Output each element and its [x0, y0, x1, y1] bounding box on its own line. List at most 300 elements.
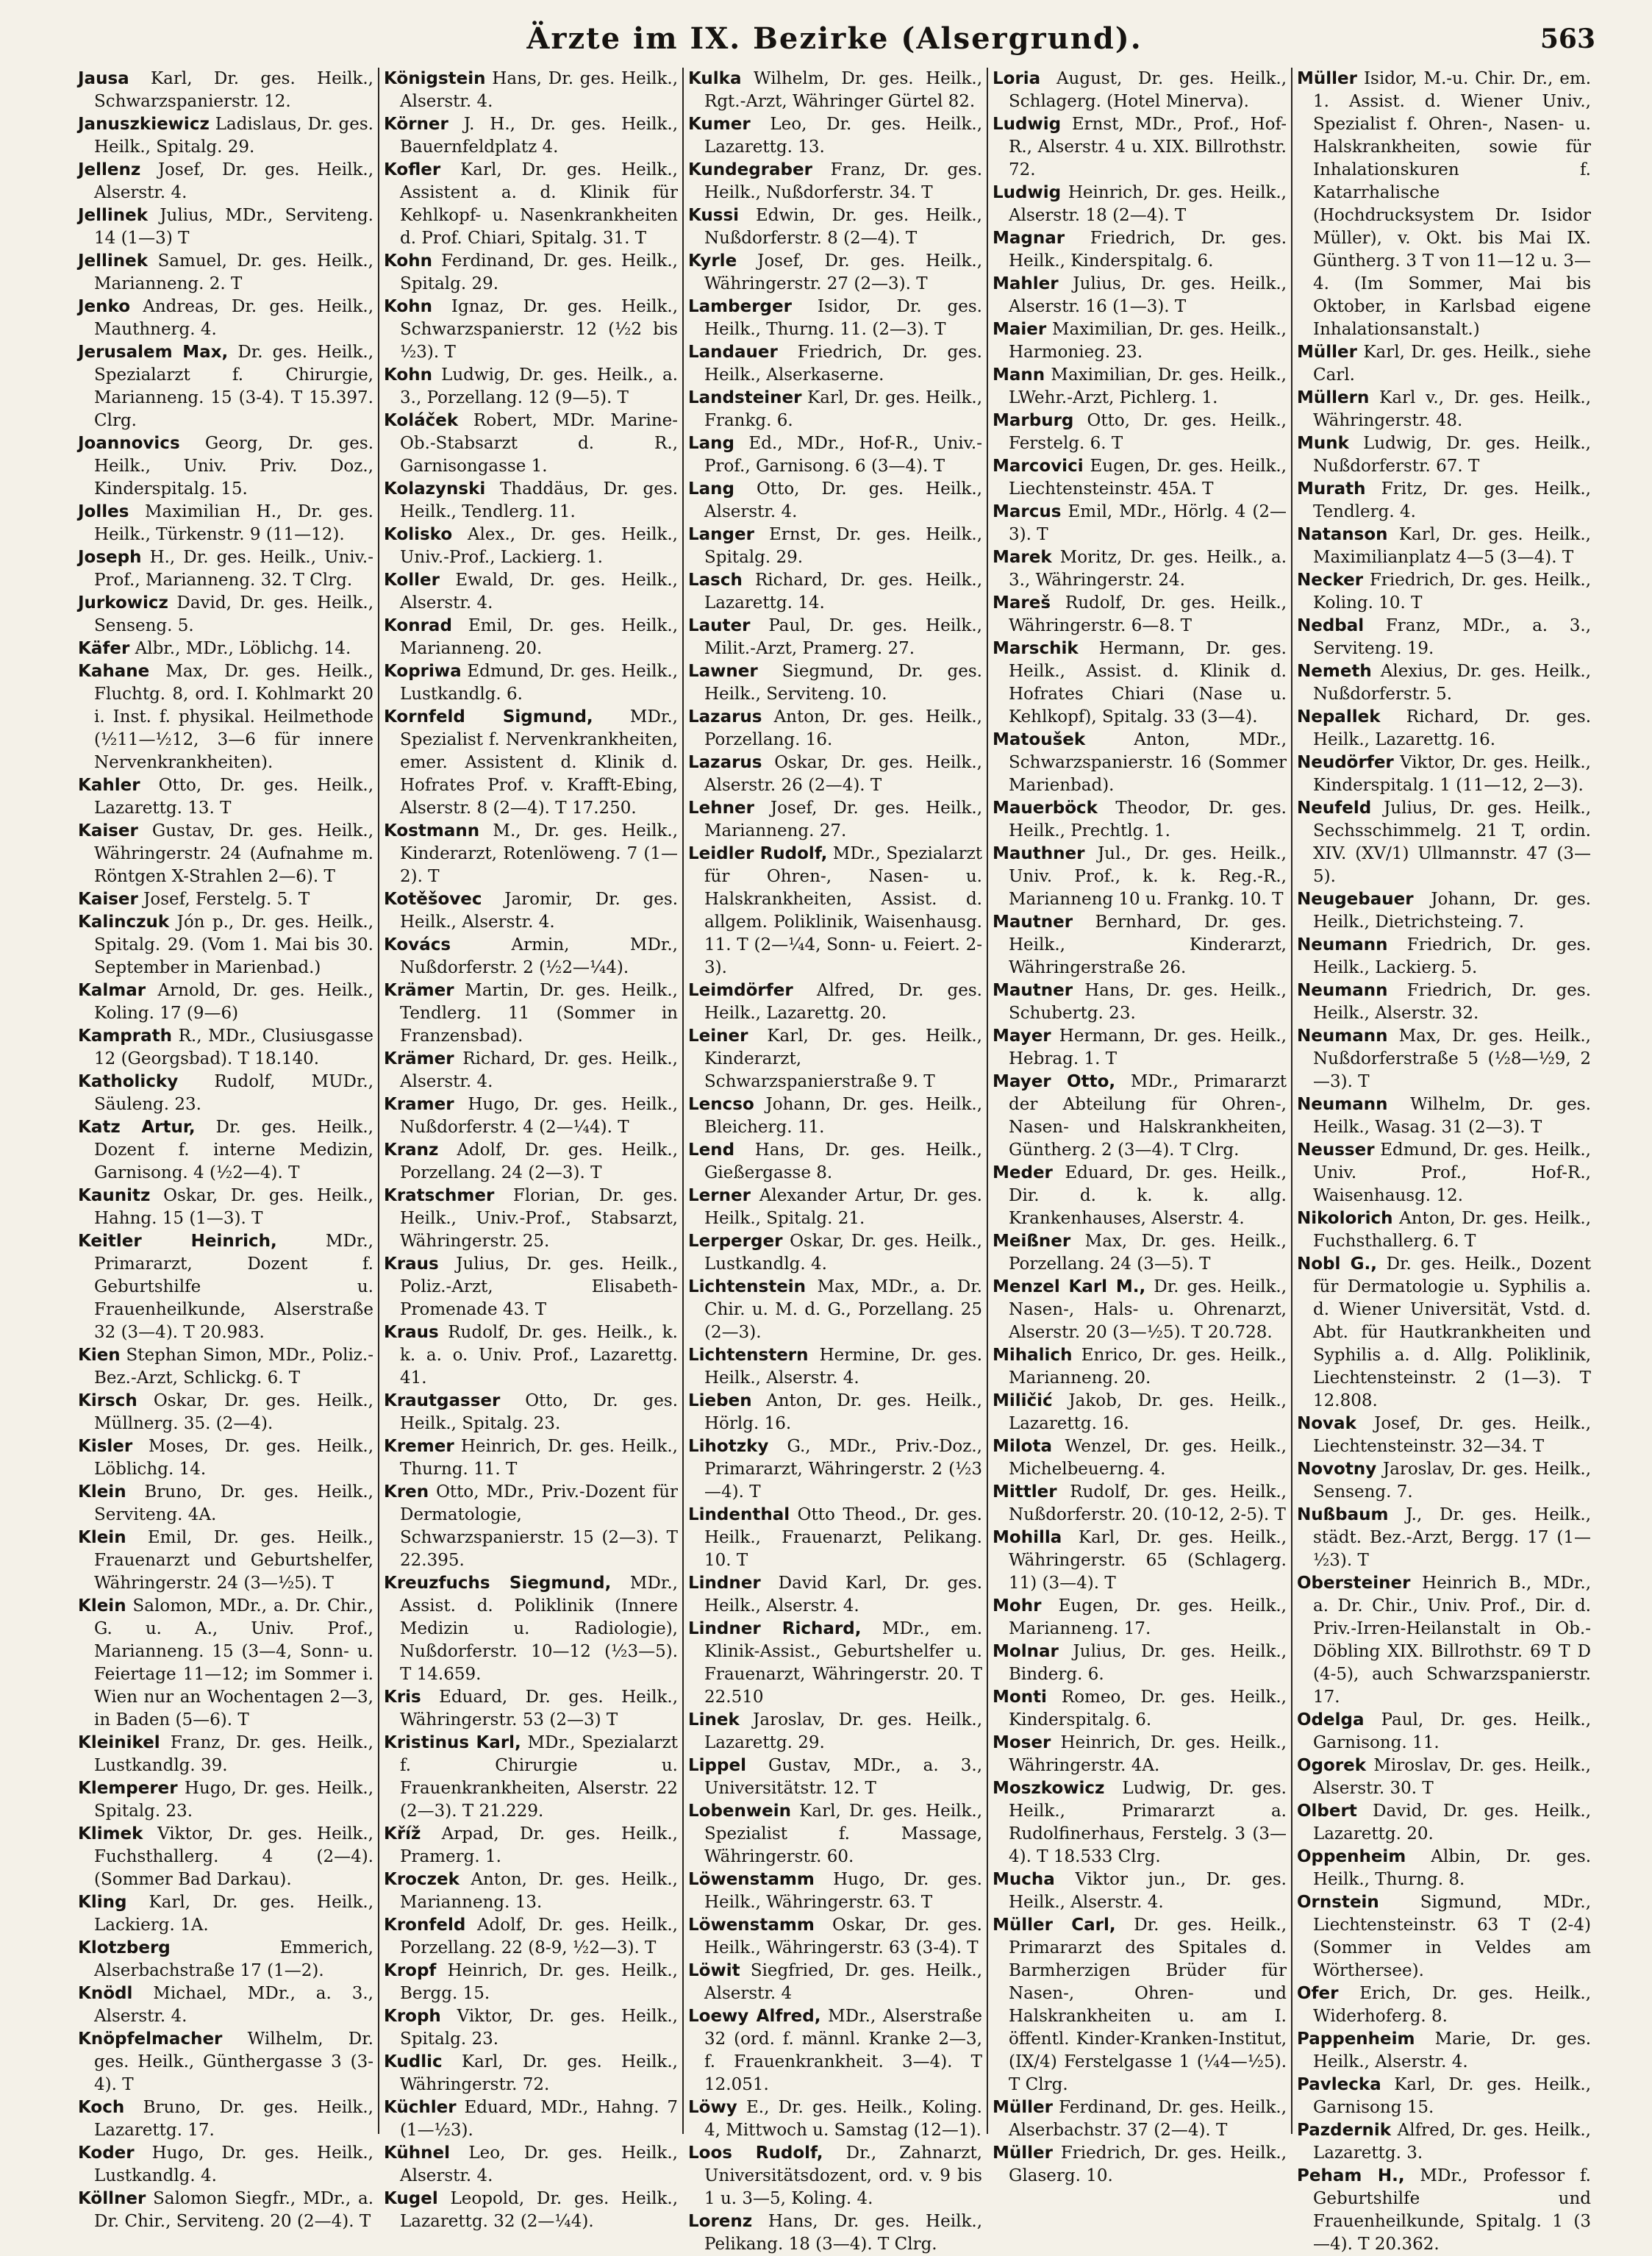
- entry-surname: Kaiser: [78, 890, 138, 909]
- page-header: [74, 19, 1595, 59]
- directory-entry: [78, 1344, 373, 1390]
- entry-details: David, Dr. ges. Heilk., Senseng. 5.: [94, 593, 374, 635]
- entry-details: Johann, Dr. ges. Heilk., Bleicherg. 11.: [704, 1095, 983, 1137]
- entry-details: Dr. ges. Heilk., Dozent f. interne Medizin, Garnisong. 4 (½2—4). T: [94, 1118, 373, 1182]
- entry-details: Ernst, Dr. ges. Heilk., Spitalg. 29.: [704, 525, 983, 567]
- entry-details: Dr. ges. Heilk., Nasen-, Hals- u. Ohrenarzt, Alserstr. 20 (3—½5). T 20.728.: [1009, 1277, 1287, 1342]
- directory-entry: [384, 1048, 678, 1093]
- entry-details: Eduard, Dr. ges. Heilk., Währingerstr. 53 (2—3) T: [400, 1688, 679, 1730]
- entry-surname: Jolles: [78, 502, 129, 521]
- entry-details: H., Dr. ges. Heilk., Univ.-Prof., Marianneng. 32. T Clrg.: [94, 548, 373, 590]
- entry-surname: Leiner: [688, 1027, 748, 1046]
- entry-surname: Käfer: [78, 639, 130, 658]
- entry-surname: Klotzberg: [78, 1938, 171, 1957]
- directory-entry: [1297, 1982, 1591, 2028]
- directory-entry: [993, 2096, 1287, 2142]
- directory-entry: [78, 113, 373, 159]
- entry-surname: Kahler: [78, 776, 140, 795]
- entry-details: Siegmund, Dr. ges. Heilk., Serviteng. 10.: [704, 662, 982, 704]
- directory-entry: [993, 1914, 1287, 2096]
- entry-surname: Koch: [78, 2098, 125, 2117]
- directory-entry: [1297, 68, 1591, 341]
- entry-details: Jaroslav, Dr. ges. Heilk., Senseng. 7.: [1313, 1460, 1592, 1502]
- directory-entry: [993, 1162, 1287, 1230]
- entry-surname: Kundegraber: [688, 160, 812, 179]
- entry-details: Karl, Dr. ges. Heilk., Währingerstr. 72.: [400, 2052, 678, 2094]
- entry-details: Fritz, Dr. ges. Heilk., Tendlerg. 4.: [1313, 479, 1591, 521]
- entry-surname: Kirsch: [78, 1391, 137, 1410]
- entry-surname: Natanson: [1297, 525, 1388, 544]
- directory-entry: [1297, 1800, 1591, 1846]
- entry-surname: Lazarus: [688, 753, 762, 772]
- entry-surname: Lindenthal: [688, 1505, 790, 1524]
- entry-surname: Kolisko: [384, 525, 453, 544]
- entry-surname: Marek: [993, 548, 1052, 567]
- directory-entry: [384, 706, 678, 820]
- directory-entry: [384, 159, 678, 250]
- entry-details: Josef, Dr. ges. Heilk., Liechtensteinstr. 32—34. T: [1313, 1414, 1591, 1456]
- entry-details: Siegfried, Dr. ges. Heilk., Alserstr. 4: [704, 1961, 983, 2003]
- entry-surname: Necker: [1297, 571, 1364, 590]
- entry-details: Maximilian, Dr. ges. Heilk., LWehr.-Arzt, Pichlerg. 1.: [1009, 365, 1287, 407]
- entry-surname: Jausa: [78, 69, 129, 88]
- entry-details: Rudolf, Dr. ges. Heilk., Währingerstr. 6—8. T: [1009, 593, 1287, 635]
- entry-details: Paul, Dr. ges. Heilk., Milit.-Arzt, Pramerg. 27.: [704, 616, 982, 658]
- directory-entry: [993, 227, 1287, 273]
- entry-details: Leo, Dr. ges. Heilk., Alserstr. 4.: [400, 2143, 678, 2185]
- entry-surname: Lerner: [688, 1186, 751, 1205]
- entry-surname: Kratschmer: [384, 1186, 495, 1205]
- entry-details: Oskar, Dr. ges. Heilk., Währingerstr. 63 (3-4). T: [704, 1916, 982, 1957]
- entry-details: Moses, Dr. ges. Heilk., Löblichg. 14.: [94, 1437, 374, 1479]
- entry-surname: Mahler: [993, 274, 1059, 293]
- entry-surname: Klein: [78, 1482, 126, 1502]
- entry-surname: Kudlic: [384, 2052, 443, 2071]
- directory-entry: [993, 797, 1287, 843]
- entry-surname: Mauerböck: [993, 799, 1098, 818]
- entry-details: Julius, Dr. ges. Heilk., Alserstr. 16 (1—3). T: [1009, 274, 1287, 316]
- entry-surname: Molnar: [993, 1642, 1059, 1661]
- entry-surname: Nepallek: [1297, 707, 1381, 727]
- entry-surname: Januszkiewicz: [78, 115, 210, 134]
- entry-surname: Oppenheim: [1297, 1847, 1406, 1866]
- entry-details: Romeo, Dr. ges. Heilk., Kinderspitalg. 6.: [1009, 1688, 1287, 1730]
- entry-surname: Lazarus: [688, 707, 762, 727]
- entry-surname: Meißner: [993, 1232, 1071, 1251]
- directory-entry: [993, 2142, 1287, 2188]
- entry-surname: Koder: [78, 2143, 135, 2163]
- entry-surname: Müller: [993, 2143, 1053, 2163]
- entry-details: Josef, Dr. ges. Heilk., Währingerstr. 27 (2—3). T: [704, 251, 982, 293]
- entry-surname: Neudörfer: [1297, 753, 1394, 772]
- entry-details: Wilhelm, Dr. ges. Heilk., Wasag. 31 (2—3). T: [1313, 1095, 1591, 1137]
- entry-surname: Marcus: [993, 502, 1062, 521]
- directory-entry: [384, 934, 678, 979]
- directory-entry: [78, 888, 373, 911]
- entry-surname: Kraus: [384, 1254, 439, 1274]
- entry-surname: Lang: [688, 434, 735, 453]
- entry-details: Anton, Dr. ges. Heilk., Porzellang. 16.: [704, 707, 982, 749]
- entry-surname: Kalinczuk: [78, 913, 170, 932]
- entry-surname: Neufeld: [1297, 799, 1372, 818]
- entry-details: Wilhelm, Dr. ges. Heilk., Rgt.-Arzt, Währinger Gürtel 82.: [704, 69, 983, 111]
- directory-entry: [688, 2005, 982, 2096]
- directory-entry: [1297, 432, 1591, 478]
- directory-entry: [688, 706, 982, 752]
- directory-entry: [384, 2005, 678, 2051]
- entry-details: Enrico, Dr. ges. Heilk., Marianneng. 20.: [1009, 1346, 1287, 1388]
- directory-entry: [384, 1093, 678, 1139]
- directory-entry: [384, 1185, 678, 1253]
- entry-details: R., MDr., Clusiusgasse 12 (Georgsbad). T 18.140.: [94, 1027, 373, 1068]
- directory-entry: [1297, 2165, 1591, 2256]
- directory-entry: [78, 1937, 373, 1982]
- entry-details: Ewald, Dr. ges. Heilk., Alserstr. 4.: [400, 571, 678, 613]
- directory-entry: [688, 1185, 982, 1230]
- entry-surname: Nedbal: [1297, 616, 1365, 635]
- entry-details: Hans, Dr. ges. Heilk., Pelikang. 18 (3—4). T Clrg.: [704, 2212, 982, 2254]
- entry-details: Albr., MDr., Löblichg. 14.: [135, 639, 351, 658]
- directory-entry: [1297, 1025, 1591, 1093]
- entry-surname: Novotny: [1297, 1460, 1377, 1479]
- directory-entry: [993, 1481, 1287, 1527]
- directory-entry: [688, 843, 982, 979]
- directory-entry: [78, 296, 373, 341]
- entry-details: Jul., Dr. ges. Heilk., Univ. Prof., k. k. Reg.-R., Marianneng 10 u. Frankg. 10. T: [1009, 844, 1287, 909]
- entry-details: Ferdinand, Dr. ges. Heilk., Alserbachstr. 37 (2—4). T: [1009, 2098, 1287, 2140]
- entry-details: J., Dr. ges. Heilk., städt. Bez.-Arzt, Bergg. 17 (1—½3). T: [1313, 1505, 1591, 1570]
- directory-entry: [384, 979, 678, 1048]
- entry-surname: Kyrle: [688, 251, 737, 271]
- entry-surname: Leidler Rudolf,: [688, 844, 828, 863]
- entry-surname: Kristinus Karl,: [384, 1733, 521, 1752]
- directory-entry: [78, 68, 373, 113]
- directory-entry: [384, 1572, 678, 1686]
- entry-surname: Königstein: [384, 69, 486, 88]
- directory-entry: [688, 569, 982, 615]
- directory-entry: [688, 113, 982, 159]
- entry-details: Viktor, Dr. ges. Heilk., Kinderspitalg. 1 (11—12, 2—3).: [1313, 753, 1591, 795]
- entry-details: Anton, Dr. ges. Heilk., Marianneng. 13.: [400, 1870, 678, 1912]
- entry-surname: Müller: [1297, 343, 1357, 362]
- entry-details: Richard, Dr. ges. Heilk., Lazarettg. 14.: [704, 571, 983, 613]
- entry-surname: Lawner: [688, 662, 758, 681]
- entry-surname: Langer: [688, 525, 754, 544]
- directory-entry: [688, 1435, 982, 1504]
- entry-surname: Kumer: [688, 115, 751, 134]
- entry-details: Otto, Dr. ges. Heilk., Alserstr. 4.: [704, 479, 982, 521]
- entry-surname: Mautner: [993, 913, 1073, 932]
- directory-entry: [1297, 797, 1591, 888]
- directory-entry: [78, 638, 373, 660]
- directory-entry: [78, 501, 373, 546]
- entry-surname: Lieben: [688, 1391, 752, 1410]
- directory-entry: [993, 1595, 1287, 1641]
- directory-entry: [384, 1139, 678, 1185]
- entry-surname: Joannovics: [78, 434, 180, 453]
- directory-entry: [78, 2028, 373, 2096]
- entry-surname: Kaunitz: [78, 1186, 151, 1205]
- entry-surname: Müller: [1297, 69, 1357, 88]
- entry-surname: Nußbaum: [1297, 1505, 1389, 1524]
- column-4: [987, 68, 1291, 2185]
- entry-details: Paul, Dr. ges. Heilk., Garnisong. 11.: [1313, 1710, 1591, 1752]
- entry-surname: Lehner: [688, 799, 754, 818]
- entry-details: Bruno, Dr. ges. Heilk., Serviteng. 4A.: [94, 1482, 373, 1524]
- directory-entry: [688, 341, 982, 387]
- entry-surname: Kühnel: [384, 2143, 451, 2163]
- entry-surname: Kleinikel: [78, 1733, 160, 1752]
- directory-entry: [384, 1435, 678, 1481]
- entry-surname: Knöpfelmacher: [78, 2030, 223, 2049]
- directory-entry: [688, 979, 982, 1025]
- entry-details: Adolf, Dr. ges. Heilk., Porzellang. 24 (2—3). T: [400, 1141, 678, 1182]
- entry-details: Karl v., Dr. ges. Heilk., Währingerstr. 48.: [1313, 388, 1591, 430]
- entry-details: Oskar, Dr. ges. Heilk., Hahng. 15 (1—3). T: [94, 1186, 373, 1228]
- directory-entry: [688, 1868, 982, 1914]
- entry-details: Georg, Dr. ges. Heilk., Univ. Priv. Doz., Kinderspitalg. 15.: [94, 434, 373, 499]
- entry-surname: Krämer: [384, 981, 454, 1000]
- entry-details: Emil, Dr. ges. Heilk., Frauenarzt und Geburtshelfer, Währingerstr. 24 (3—½5). T: [94, 1528, 373, 1593]
- entry-surname: Marcovici: [993, 457, 1084, 476]
- entry-surname: Mareš: [993, 593, 1051, 613]
- directory-entry: [688, 387, 982, 432]
- entry-surname: Jellinek: [78, 251, 149, 271]
- directory-entry: [993, 501, 1287, 546]
- entry-surname: Kris: [384, 1688, 421, 1707]
- entry-surname: Landauer: [688, 343, 778, 362]
- directory-entry: [78, 1777, 373, 1823]
- entry-details: Sigmund, MDr., Liechtensteinstr. 63 T (2-4) (Sommer in Veldes am Wörthersee).: [1313, 1893, 1592, 1980]
- entry-details: MDr., Spezialist f. Nervenkrankheiten, emer. Assistent d. Klinik d. Hofrates Prof. v. Krafft-Ebing, Alserstr. 8 (2—4). T 17.250.: [400, 707, 678, 818]
- entry-surname: Ludwig: [993, 115, 1062, 134]
- directory-entry: [688, 797, 982, 843]
- entry-details: Edmund, Dr. ges. Heilk., Univ. Prof., Hof-R., Waisenhausg. 12.: [1313, 1141, 1591, 1205]
- entry-surname: Kroph: [384, 2007, 441, 2026]
- directory-entry: [1297, 1458, 1591, 1504]
- entry-details: Karl, Dr. ges. Heilk., Frankg. 6.: [704, 388, 982, 430]
- directory-entry: [1297, 934, 1591, 979]
- entry-details: Hermann, Dr. ges. Heilk., Hebrag. 1. T: [1009, 1027, 1287, 1068]
- directory-entry: [993, 410, 1287, 455]
- entry-surname: Jurkowicz: [78, 593, 168, 613]
- entry-surname: Jellenz: [78, 160, 141, 179]
- directory-entry: [993, 273, 1287, 318]
- entry-details: Alfred, Dr. ges. Heilk., Lazarettg. 3.: [1313, 2121, 1591, 2163]
- directory-entry: [688, 2096, 982, 2142]
- entry-details: Thaddäus, Dr. ges. Heilk., Tendlerg. 11.: [400, 479, 679, 521]
- entry-surname: Keitler Heinrich,: [78, 1232, 277, 1251]
- entry-details: Ladislaus, Dr. ges. Heilk., Spitalg. 29.: [94, 115, 373, 157]
- directory-entry: [78, 660, 373, 774]
- entry-details: David Karl, Dr. ges. Heilk., Alserstr. 4.: [704, 1574, 983, 1616]
- entry-surname: Jenko: [78, 297, 131, 316]
- entry-surname: Leimdörfer: [688, 981, 793, 1000]
- directory-entry: [688, 752, 982, 797]
- entry-details: Friedrich, Dr. ges. Heilk., Glaserg. 10.: [1009, 2143, 1287, 2185]
- entry-details: MDr., Spezialarzt f. Chirurgie u. Frauenkrankheiten, Alserstr. 22 (2—3). T 21.229.: [400, 1733, 678, 1821]
- entry-surname: Kugel: [384, 2189, 438, 2208]
- entry-details: Ludwig, Dr. ges. Heilk., Primararzt a. Rudolfinerhaus, Ferstelg. 3 (3—4). T 18.533 Clrg.: [1009, 1779, 1287, 1866]
- entry-surname: Matoušek: [993, 730, 1086, 749]
- entry-details: Emil, Dr. ges. Heilk., Marianneng. 20.: [400, 616, 678, 658]
- entry-surname: Mohr: [993, 1596, 1042, 1616]
- directory-entry: [1297, 1755, 1591, 1800]
- entry-surname: Pazdernik: [1297, 2121, 1392, 2140]
- directory-entry: [78, 159, 373, 204]
- directory-entry: [993, 1025, 1287, 1071]
- entry-surname: Novak: [1297, 1414, 1356, 1433]
- entry-surname: Lang: [688, 479, 735, 499]
- directory-entry: [78, 979, 373, 1025]
- entry-details: Hermann, Dr. ges. Heilk., Assist. d. Klinik d. Hofrates Chiari (Nase u. Kehlkopf), Spitalg. 33 (3—4).: [1009, 639, 1287, 727]
- directory-entry: [688, 68, 982, 113]
- directory-entry: [1297, 341, 1591, 387]
- entry-surname: Marburg: [993, 411, 1074, 430]
- directory-entry: [993, 1230, 1287, 1276]
- entry-details: Anton, MDr., Schwarzspanierstr. 16 (Sommer Marienbad).: [1009, 730, 1287, 795]
- entry-surname: Löwenstamm: [688, 1870, 815, 1889]
- directory-entry: [384, 1823, 678, 1868]
- entry-surname: Kreuzfuchs Siegmund,: [384, 1574, 612, 1593]
- entry-surname: Jerusalem Max,: [78, 343, 229, 362]
- directory-entry: [78, 1982, 373, 2028]
- entry-surname: Kahane: [78, 662, 150, 681]
- entry-surname: Knödl: [78, 1984, 133, 2003]
- entry-surname: Krämer: [384, 1049, 454, 1068]
- directory-entry: [688, 1960, 982, 2005]
- directory-entry: [993, 318, 1287, 364]
- page-number: 563: [1540, 24, 1595, 54]
- entry-details: Marie, Dr. ges. Heilk., Alserstr. 4.: [1313, 2030, 1592, 2071]
- entry-details: Karl, Dr. ges. Heilk., Garnisong 15.: [1313, 2075, 1591, 2117]
- entry-details: Karl, Dr. ges. Heilk., siehe Carl.: [1313, 343, 1592, 385]
- entry-surname: Krautgasser: [384, 1391, 501, 1410]
- entry-details: Albin, Dr. ges. Heilk., Thurng. 8.: [1313, 1847, 1592, 1889]
- entry-surname: Loos Rudolf,: [688, 2143, 823, 2163]
- entry-surname: Klimek: [78, 1824, 143, 1843]
- directory-entry: [78, 774, 373, 820]
- entry-surname: Loria: [993, 69, 1041, 88]
- entry-details: Salomon Siegfr., MDr., a. Dr. Chir., Serviteng. 20 (2—4). T: [94, 2189, 374, 2231]
- entry-details: Viktor jun., Dr. ges. Heilk., Alserstr. 4.: [1009, 1870, 1287, 1912]
- entry-details: Ed., MDr., Hof-R., Univ.-Prof., Garnisong. 6 (3—4). T: [704, 434, 982, 476]
- directory-entry: [993, 638, 1287, 729]
- entry-surname: Lindner: [688, 1574, 761, 1593]
- directory-entry: [688, 1914, 982, 1960]
- entry-details: Salomon, MDr., a. Dr. Chir., G. u. A., Univ. Prof., Marianneng. 15 (3—4, Sonn- u. Feiertage 11—12; im Sommer i. Wien nur an Wochentagen 2—3, in Baden (5—6). T: [94, 1596, 373, 1730]
- directory-entry: [993, 1276, 1287, 1344]
- entry-details: Wilhelm, Dr. ges. Heilk., Günthergasse 3 (3-4). T: [94, 2030, 373, 2094]
- entry-surname: Neugebauer: [1297, 890, 1414, 909]
- entry-surname: Kohn: [384, 251, 432, 271]
- entry-details: David, Dr. ges. Heilk., Lazarettg. 20.: [1313, 1802, 1592, 1843]
- directory-entry: [688, 1344, 982, 1390]
- entry-details: MDr., Primararzt der Abteilung für Ohren-, Nasen- und Halskrankheiten, Güntherg. 2 (3—4). T Clrg.: [1009, 1072, 1287, 1160]
- directory-entry: [78, 341, 373, 432]
- directory-entry: [688, 1618, 982, 1709]
- entry-details: Friedrich, Dr. ges. Heilk., Kinderspitalg. 6.: [1009, 229, 1287, 271]
- entry-details: Gustav, MDr., a. 3., Universitätstr. 12. T: [704, 1756, 983, 1798]
- entry-details: Wenzel, Dr. ges. Heilk., Michelbeuerng. 4.: [1009, 1437, 1287, 1479]
- entry-surname: Kohn: [384, 365, 432, 385]
- entry-surname: Joseph: [78, 548, 142, 567]
- directory-entry: [78, 1390, 373, 1435]
- directory-entry: [78, 432, 373, 501]
- entry-surname: Kremer: [384, 1437, 454, 1456]
- entry-surname: Kren: [384, 1482, 429, 1502]
- entry-surname: Müller Carl,: [993, 1916, 1116, 1935]
- directory-entry: [1297, 1891, 1591, 1982]
- entry-details: Karl, Dr. ges. Heilk., Assistent a. d. Klinik für Kehlkopf- u. Nasenkrankheiten d. Prof. Chiari, Spitalg. 31. T: [400, 160, 678, 248]
- entry-details: Eduard, Dr. ges. Heilk., Dir. d. k. k. allg. Krankenhauses, Alserstr. 4.: [1009, 1163, 1287, 1228]
- directory-entry: [1297, 1207, 1591, 1253]
- entry-details: Hugo, Dr. ges. Heilk., Nußdorferstr. 4 (2—¼4). T: [400, 1095, 678, 1137]
- entry-surname: Koller: [384, 571, 440, 590]
- entry-details: Ignaz, Dr. ges. Heilk., Schwarzspanierstr. 12 (½2 bis ½3). T: [400, 297, 678, 362]
- directory-entry: [78, 1595, 373, 1732]
- directory-entry: [993, 843, 1287, 911]
- entry-surname: Pavlecka: [1297, 2075, 1381, 2094]
- entry-surname: Löwit: [688, 1961, 740, 1980]
- entry-details: Dr., Zahnarzt, Universitätsdozent, ord. v. 9 bis 1 u. 3—5, Koling. 4.: [704, 2143, 982, 2208]
- entry-surname: Lippel: [688, 1756, 746, 1775]
- entry-surname: Mucha: [993, 1870, 1055, 1889]
- directory-entry: [688, 1755, 982, 1800]
- directory-entry: [993, 1435, 1287, 1481]
- entry-surname: Neumann: [1297, 981, 1388, 1000]
- directory-entry: [1297, 2119, 1591, 2165]
- entry-details: Samuel, Dr. ges. Heilk., Marianneng. 2. T: [94, 251, 373, 293]
- entry-details: Hugo, Dr. ges. Heilk., Spitalg. 23.: [94, 1779, 374, 1821]
- directory-entry: [384, 2142, 678, 2188]
- entry-surname: Neumann: [1297, 1027, 1388, 1046]
- entry-surname: Kropf: [384, 1961, 437, 1980]
- entry-surname: Neusser: [1297, 1141, 1375, 1160]
- entry-details: Julius, Dr. ges. Heilk., Poliz.-Arzt, Elisabeth-Promenade 43. T: [400, 1254, 679, 1319]
- entry-surname: Klein: [78, 1528, 126, 1547]
- entry-surname: Klemperer: [78, 1779, 178, 1798]
- directory-entry: [1297, 478, 1591, 524]
- entry-surname: Lamberger: [688, 297, 792, 316]
- directory-entry: [78, 1025, 373, 1071]
- directory-entry: [688, 2142, 982, 2210]
- entry-surname: Ludwig: [993, 183, 1062, 202]
- directory-entry: [384, 410, 678, 478]
- directory-entry: [78, 1185, 373, 1230]
- entry-surname: Meder: [993, 1163, 1053, 1182]
- entry-surname: Mittler: [993, 1482, 1057, 1502]
- entry-surname: Munk: [1297, 434, 1349, 453]
- entry-details: Max, Dr. ges. Heilk., Nußdorferstraße 5 (½8—½9, 2—3). T: [1313, 1027, 1591, 1091]
- directory-entry: [384, 68, 678, 113]
- entry-surname: Mautner: [993, 981, 1073, 1000]
- directory-entry: [688, 1572, 982, 1618]
- entry-details: Anton, Dr. ges. Heilk., Fuchsthallerg. 6. T: [1313, 1209, 1592, 1251]
- entry-surname: Katholicky: [78, 1072, 179, 1091]
- directory-entry: [993, 911, 1287, 979]
- entry-details: Stephan Simon, MDr., Poliz.-Bez.-Arzt, Schlickg. 6. T: [94, 1346, 373, 1388]
- entry-surname: Klein: [78, 1596, 126, 1616]
- directory-entry: [688, 2210, 982, 2256]
- entry-details: Hans, Dr. ges. Heilk., Alserstr. 4.: [400, 69, 678, 111]
- directory-entry: [78, 1823, 373, 1891]
- directory-entry: [1297, 1504, 1591, 1572]
- entry-surname: Kovács: [384, 935, 451, 954]
- entry-surname: Mayer: [993, 1027, 1051, 1046]
- entry-details: E., Dr. ges. Heilk., Koling. 4, Mittwoch u. Samstag (12—1).: [704, 2098, 982, 2140]
- directory-entry: [688, 1093, 982, 1139]
